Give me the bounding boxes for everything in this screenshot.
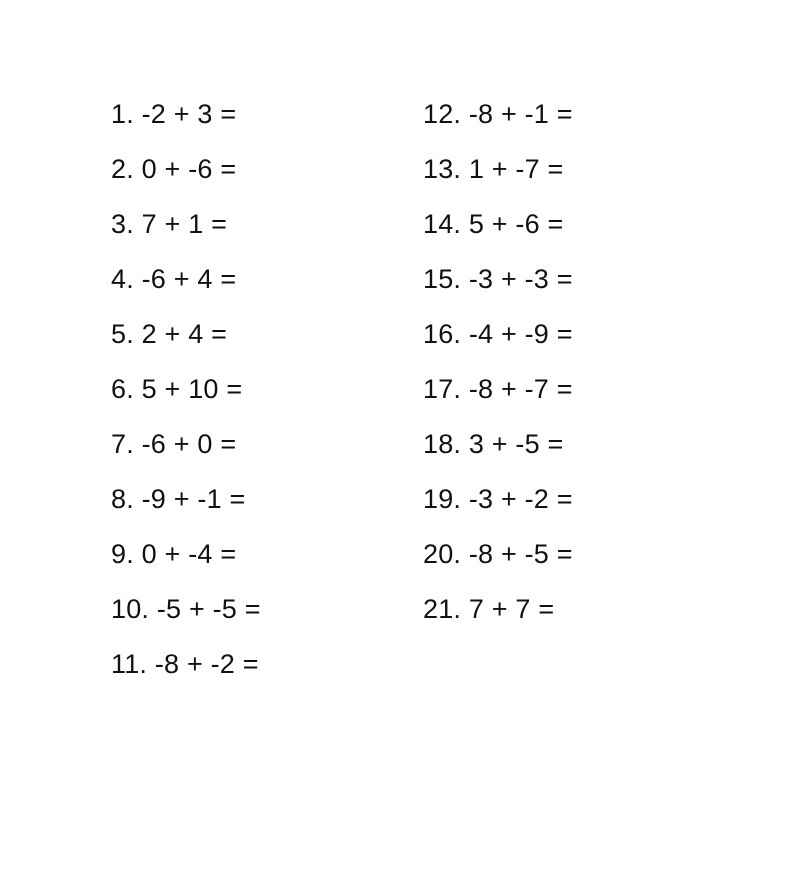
problem-item: 9. 0 + -4 = — [111, 539, 237, 569]
problem-item: 13. 1 + -7 = — [423, 154, 564, 184]
problem-item: 8. -9 + -1 = — [111, 484, 246, 514]
problem-item: 7. -6 + 0 = — [111, 429, 237, 459]
problem-item: 17. -8 + -7 = — [423, 374, 573, 404]
problem-column-right — [423, 92, 573, 642]
problem-item: 10. -5 + -5 = — [111, 594, 261, 624]
problem-item: 1. -2 + 3 = — [111, 99, 237, 129]
problem-item: 4. -6 + 4 = — [111, 264, 237, 294]
problem-item: 2. 0 + -6 = — [111, 154, 237, 184]
problem-item: 15. -3 + -3 = — [423, 264, 573, 294]
problem-item: 3. 7 + 1 = — [111, 209, 228, 239]
problem-column-left — [111, 92, 261, 697]
problem-item: 21. 7 + 7 = — [423, 594, 555, 624]
problem-item: 20. -8 + -5 = — [423, 539, 573, 569]
problem-item: 11. -8 + -2 = — [111, 649, 259, 679]
problem-item: 5. 2 + 4 = — [111, 319, 228, 349]
problem-item: 16. -4 + -9 = — [423, 319, 573, 349]
problem-item: 12. -8 + -1 = — [423, 99, 573, 129]
problem-item: 18. 3 + -5 = — [423, 429, 564, 459]
problem-item: 19. -3 + -2 = — [423, 484, 573, 514]
problem-item: 14. 5 + -6 = — [423, 209, 564, 239]
problem-item: 6. 5 + 10 = — [111, 374, 243, 404]
